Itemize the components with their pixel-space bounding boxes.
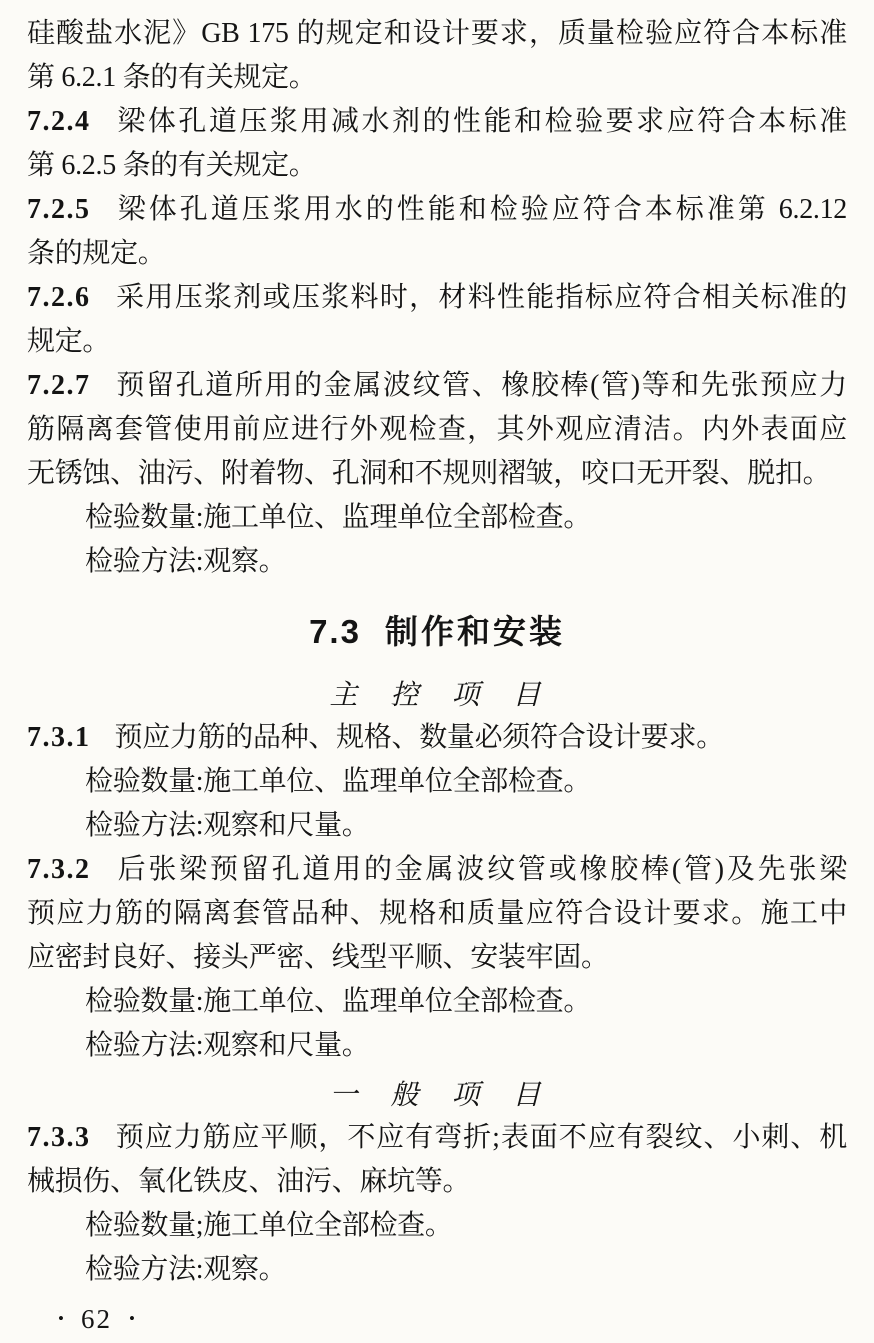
clause-number: 7.3.2: [27, 854, 91, 885]
page-number: [41, 1302, 847, 1336]
clause-number: 7.2.4: [27, 106, 91, 137]
section-title: 制作和安装: [384, 613, 565, 650]
clause-line: [27, 1116, 847, 1160]
clause-text: 预应力筋的品种、规格、数量必须符合设计要求。: [114, 722, 724, 753]
clause-text: 预留孔道所用的金属波纹管、橡胶棒(管)等和先张预应力: [114, 370, 847, 401]
text-line: 筋隔离套管使用前应进行外观检查，其外观应清洁。内外表面应: [27, 414, 847, 445]
inspection-line: 检验方法:观察。: [85, 546, 287, 577]
clause-text: 后张梁预留孔道用的金属波纹管或橡胶棒(管)及先张梁: [114, 854, 847, 885]
page-number-bullet-right: •: [128, 1309, 135, 1328]
page-number-value: 62: [80, 1304, 112, 1334]
text-line: 规定。: [27, 326, 111, 357]
clause-text: 采用压浆剂或压浆料时，材料性能指标应符合相关标准的: [114, 282, 847, 313]
text-line: 械损伤、氧化铁皮、油污、麻坑等。: [27, 1166, 471, 1197]
text-line: 硅酸盐水泥》GB 175 的规定和设计要求，质量检验应符合本标准: [27, 18, 847, 49]
clause-text: 梁体孔道压浆用水的性能和检验应符合本标准第 6.2.12: [114, 194, 847, 225]
section-heading: [27, 610, 847, 654]
clause-text: 预应力筋应平顺，不应有弯折;表面不应有裂纹、小刺、机: [114, 1122, 847, 1153]
clause-line: [27, 100, 847, 144]
inspection-line: 检验数量;施工单位全部检查。: [85, 1210, 453, 1241]
clause-number: 7.2.5: [27, 194, 91, 225]
section-number: 7.3: [309, 613, 361, 650]
page-number-bullet-left: •: [58, 1309, 64, 1328]
inspection-line: 检验方法:观察和尺量。: [85, 810, 370, 841]
clause-line: [27, 188, 847, 232]
text-line: 应密封良好、接头严密、线型平顺、安装牢固。: [27, 942, 609, 973]
text-line: 预应力筋的隔离套管品种、规格和质量应符合设计要求。施工中: [27, 898, 847, 929]
clause-line: [27, 716, 847, 760]
clause-number: 7.3.3: [27, 1122, 91, 1153]
clause-text: 梁体孔道压浆用减水剂的性能和检验要求应符合本标准: [114, 106, 847, 137]
clause-line: [27, 276, 847, 320]
text-line: 第 6.2.1 条的有关规定。: [27, 62, 317, 93]
document-body: [27, 12, 847, 1292]
inspection-line: 检验数量:施工单位、监理单位全部检查。: [85, 502, 592, 533]
main-control-items-heading: 主 控 项 目: [329, 680, 545, 711]
inspection-line: 检验方法:观察。: [85, 1254, 287, 1285]
inspection-line: 检验数量:施工单位、监理单位全部检查。: [85, 986, 592, 1017]
clause-number: 7.2.7: [27, 370, 91, 401]
general-items-heading: 一 般 项 目: [329, 1080, 545, 1111]
clause-number: 7.3.1: [27, 722, 91, 753]
inspection-line: 检验方法:观察和尺量。: [85, 1030, 370, 1061]
clause-line: [27, 364, 847, 408]
text-line: 无锈蚀、油污、附着物、孔洞和不规则褶皱，咬口无开裂、脱扣。: [27, 458, 831, 489]
text-line: 条的规定。: [27, 238, 166, 269]
clause-number: 7.2.6: [27, 282, 91, 313]
text-line: 第 6.2.5 条的有关规定。: [27, 150, 317, 181]
inspection-line: 检验数量:施工单位、监理单位全部检查。: [85, 766, 592, 797]
clause-line: [27, 848, 847, 892]
